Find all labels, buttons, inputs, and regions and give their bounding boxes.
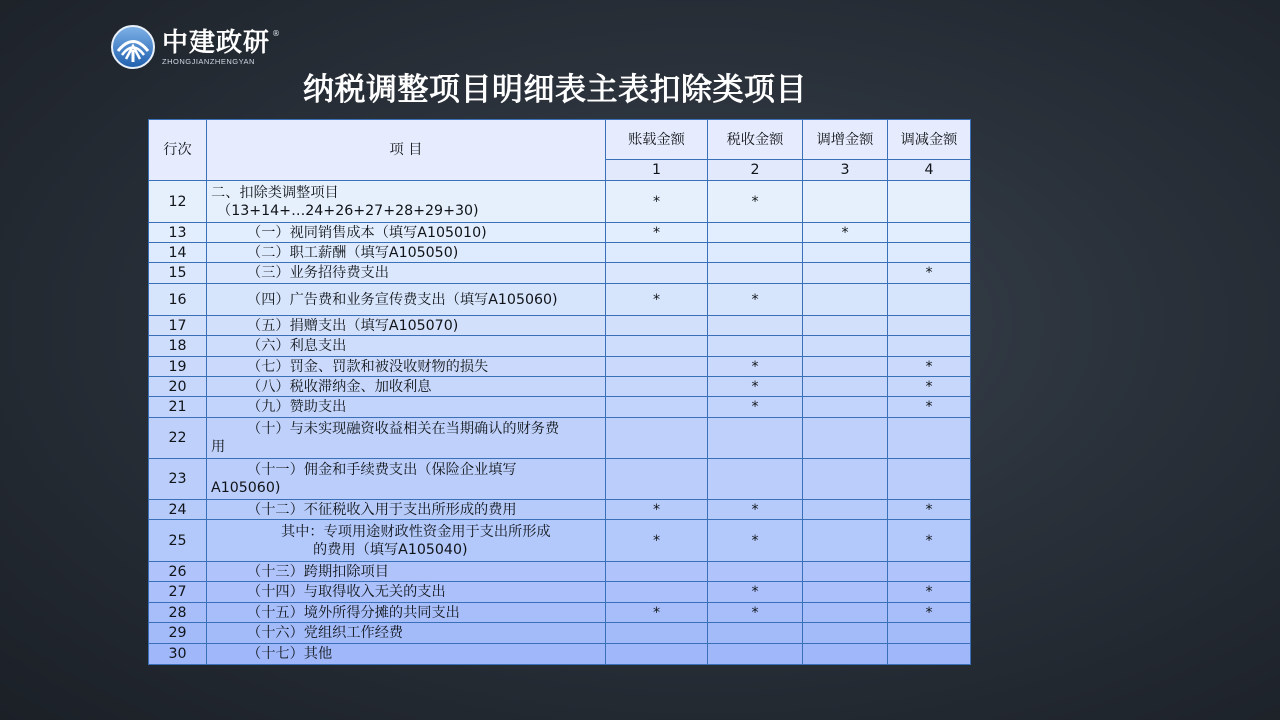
amount-mark-cell [888, 316, 971, 336]
table-row [149, 520, 971, 562]
row-number: 15 [149, 263, 207, 284]
amount-mark-cell [888, 284, 971, 316]
amount-mark-cell: * [708, 520, 803, 562]
row-item [207, 284, 606, 316]
amount-mark-cell [708, 336, 803, 357]
amount-mark-cell: * [888, 603, 971, 623]
amount-mark-cell [888, 243, 971, 263]
amount-mark-cell [803, 263, 888, 284]
table-row [149, 418, 971, 459]
row-item [207, 397, 606, 418]
row-number: 12 [149, 181, 207, 223]
header-decrease-amount: 调减金额 [888, 120, 971, 160]
header-col-number: 1 [606, 160, 708, 181]
row-item [207, 336, 606, 357]
row-number: 30 [149, 644, 207, 665]
amount-mark-cell: * [888, 520, 971, 562]
amount-mark-cell [803, 397, 888, 418]
row-item [207, 357, 606, 377]
row-item-text: （五）捐赠支出（填写A105070) [247, 317, 459, 334]
amount-mark-cell [606, 263, 708, 284]
row-number: 19 [149, 357, 207, 377]
amount-mark-cell: * [803, 223, 888, 243]
amount-mark-cell [606, 316, 708, 336]
table-row [149, 603, 971, 623]
row-item-text: （十三）跨期扣除项目 [247, 563, 389, 580]
amount-mark-cell [803, 459, 888, 500]
row-item-text: 其中：专项用途财政性资金用于支出所形成 [281, 523, 551, 540]
row-item [207, 603, 606, 623]
amount-mark-cell [888, 644, 971, 665]
amount-mark-cell: * [888, 377, 971, 397]
table-row [149, 459, 971, 500]
row-item [207, 263, 606, 284]
row-item-text: （六）利息支出 [247, 338, 347, 354]
amount-mark-cell: * [888, 582, 971, 603]
amount-mark-cell [708, 223, 803, 243]
amount-mark-cell [803, 336, 888, 357]
row-number: 28 [149, 603, 207, 623]
table-row [149, 181, 971, 223]
amount-mark-cell: * [708, 500, 803, 520]
amount-mark-cell [803, 644, 888, 665]
table-row [149, 263, 971, 284]
amount-mark-cell [708, 644, 803, 665]
table-row [149, 377, 971, 397]
amount-mark-cell: * [606, 603, 708, 623]
table-row [149, 284, 971, 316]
amount-mark-cell [708, 418, 803, 459]
table-row [149, 644, 971, 665]
header-row [149, 120, 971, 160]
amount-mark-cell: * [708, 284, 803, 316]
amount-mark-cell [888, 459, 971, 500]
logo-chinese-name: 中建政研 [162, 27, 271, 58]
amount-mark-cell [888, 181, 971, 223]
row-item-text: （七）罚金、罚款和被没收财物的损失 [247, 358, 489, 375]
amount-mark-cell [606, 459, 708, 500]
amount-mark-cell [803, 357, 888, 377]
row-item [207, 243, 606, 263]
row-item-text: （三）业务招待费支出 [247, 265, 389, 281]
brand-logo [110, 24, 280, 70]
row-item [207, 500, 606, 520]
amount-mark-cell [888, 336, 971, 357]
amount-mark-cell [803, 520, 888, 562]
amount-mark-cell: * [606, 284, 708, 316]
amount-mark-cell: * [708, 582, 803, 603]
row-number: 21 [149, 397, 207, 418]
row-item-text-continued: 用 [211, 439, 226, 455]
amount-mark-cell [888, 623, 971, 644]
header-col-number: 2 [708, 160, 803, 181]
row-number: 27 [149, 582, 207, 603]
header-increase-amount: 调增金额 [803, 120, 888, 160]
row-item [207, 582, 606, 603]
row-item [207, 520, 606, 562]
registered-mark: ® [272, 28, 281, 38]
amount-mark-cell [708, 562, 803, 582]
logo-emblem-icon [110, 24, 156, 70]
row-item [207, 181, 606, 223]
amount-mark-cell [803, 582, 888, 603]
page-title: 纳税调整项目明细表主表扣除类项目 [303, 72, 807, 108]
row-number: 29 [149, 623, 207, 644]
table-row [149, 562, 971, 582]
row-item-text: （八）税收滞纳金、加收利息 [247, 378, 432, 395]
amount-mark-cell: * [708, 603, 803, 623]
amount-mark-cell [708, 243, 803, 263]
row-item-text-continued: （13+14+…24+26+27+28+29+30) [217, 202, 479, 219]
amount-mark-cell [708, 316, 803, 336]
table-row [149, 582, 971, 603]
amount-mark-cell [803, 377, 888, 397]
row-item-text: （十一）佣金和手续费支出（保险企业填写 [247, 462, 517, 478]
row-item-text: （十七）其他 [247, 646, 333, 662]
row-number: 23 [149, 459, 207, 500]
row-item-text: （四）广告费和业务宣传费支出（填写A105060) [247, 291, 558, 308]
row-item-text: （十二）不征税收入用于支出所形成的费用 [247, 501, 517, 518]
row-number: 26 [149, 562, 207, 582]
row-item [207, 316, 606, 336]
row-item [207, 562, 606, 582]
amount-mark-cell [606, 377, 708, 397]
amount-mark-cell [803, 562, 888, 582]
amount-mark-cell [606, 644, 708, 665]
row-number: 22 [149, 418, 207, 459]
table-row [149, 243, 971, 263]
amount-mark-cell [803, 623, 888, 644]
table-row [149, 316, 971, 336]
amount-mark-cell [606, 243, 708, 263]
table-row [149, 623, 971, 644]
amount-mark-cell [606, 397, 708, 418]
amount-mark-cell [708, 263, 803, 284]
amount-mark-cell [888, 562, 971, 582]
row-item-text: 二、扣除类调整项目 [211, 184, 339, 201]
amount-mark-cell [606, 623, 708, 644]
table-row [149, 223, 971, 243]
header-book-amount: 账载金额 [606, 120, 708, 160]
amount-mark-cell: * [708, 377, 803, 397]
table-row [149, 397, 971, 418]
row-item-text: （一）视同销售成本（填写A105010) [247, 224, 487, 241]
amount-mark-cell: * [708, 357, 803, 377]
header-tax-amount: 税收金额 [708, 120, 803, 160]
row-number: 24 [149, 500, 207, 520]
header-item: 项 目 [207, 120, 606, 181]
amount-mark-cell [606, 357, 708, 377]
table-row [149, 500, 971, 520]
row-item [207, 623, 606, 644]
logo-english-name: ZHONGJIANZHENGYAN [162, 56, 255, 66]
row-item-text-continued: A105060) [211, 480, 281, 496]
row-item-text: （十六）党组织工作经费 [247, 625, 404, 641]
row-item-text: （九）赞助支出 [247, 399, 347, 415]
amount-mark-cell [803, 418, 888, 459]
row-item-text: （十）与未实现融资收益相关在当期确认的财务费 [247, 421, 560, 437]
row-item-text: （十五）境外所得分摊的共同支出 [247, 604, 460, 621]
amount-mark-cell [708, 623, 803, 644]
row-item-text-continued: 的费用（填写A105040) [313, 541, 468, 558]
row-item [207, 644, 606, 665]
table-row [149, 336, 971, 357]
row-number: 17 [149, 316, 207, 336]
row-item-text: （十四）与取得收入无关的支出 [247, 584, 446, 600]
amount-mark-cell: * [888, 500, 971, 520]
row-number: 20 [149, 377, 207, 397]
row-item [207, 377, 606, 397]
row-item-text: （二）职工薪酬（填写A105050) [247, 244, 459, 261]
amount-mark-cell: * [888, 263, 971, 284]
amount-mark-cell [803, 316, 888, 336]
amount-mark-cell [803, 243, 888, 263]
amount-mark-cell: * [606, 181, 708, 223]
row-item [207, 459, 606, 500]
amount-mark-cell: * [708, 181, 803, 223]
amount-mark-cell [803, 603, 888, 623]
table-row [149, 357, 971, 377]
row-number: 16 [149, 284, 207, 316]
tax-adjustment-table [148, 119, 971, 665]
amount-mark-cell [888, 223, 971, 243]
row-number: 18 [149, 336, 207, 357]
row-item [207, 223, 606, 243]
amount-mark-cell [606, 336, 708, 357]
amount-mark-cell: * [888, 397, 971, 418]
amount-mark-cell: * [606, 500, 708, 520]
amount-mark-cell: * [606, 520, 708, 562]
row-item [207, 418, 606, 459]
amount-mark-cell [803, 500, 888, 520]
amount-mark-cell: * [708, 397, 803, 418]
row-number: 25 [149, 520, 207, 562]
header-row-no: 行次 [149, 120, 207, 181]
amount-mark-cell [888, 418, 971, 459]
header-col-number: 3 [803, 160, 888, 181]
amount-mark-cell [606, 562, 708, 582]
amount-mark-cell: * [888, 357, 971, 377]
row-number: 13 [149, 223, 207, 243]
amount-mark-cell [606, 582, 708, 603]
amount-mark-cell [803, 284, 888, 316]
amount-mark-cell [606, 418, 708, 459]
amount-mark-cell [708, 459, 803, 500]
amount-mark-cell: * [606, 223, 708, 243]
amount-mark-cell [803, 181, 888, 223]
header-col-number: 4 [888, 160, 971, 181]
row-number: 14 [149, 243, 207, 263]
